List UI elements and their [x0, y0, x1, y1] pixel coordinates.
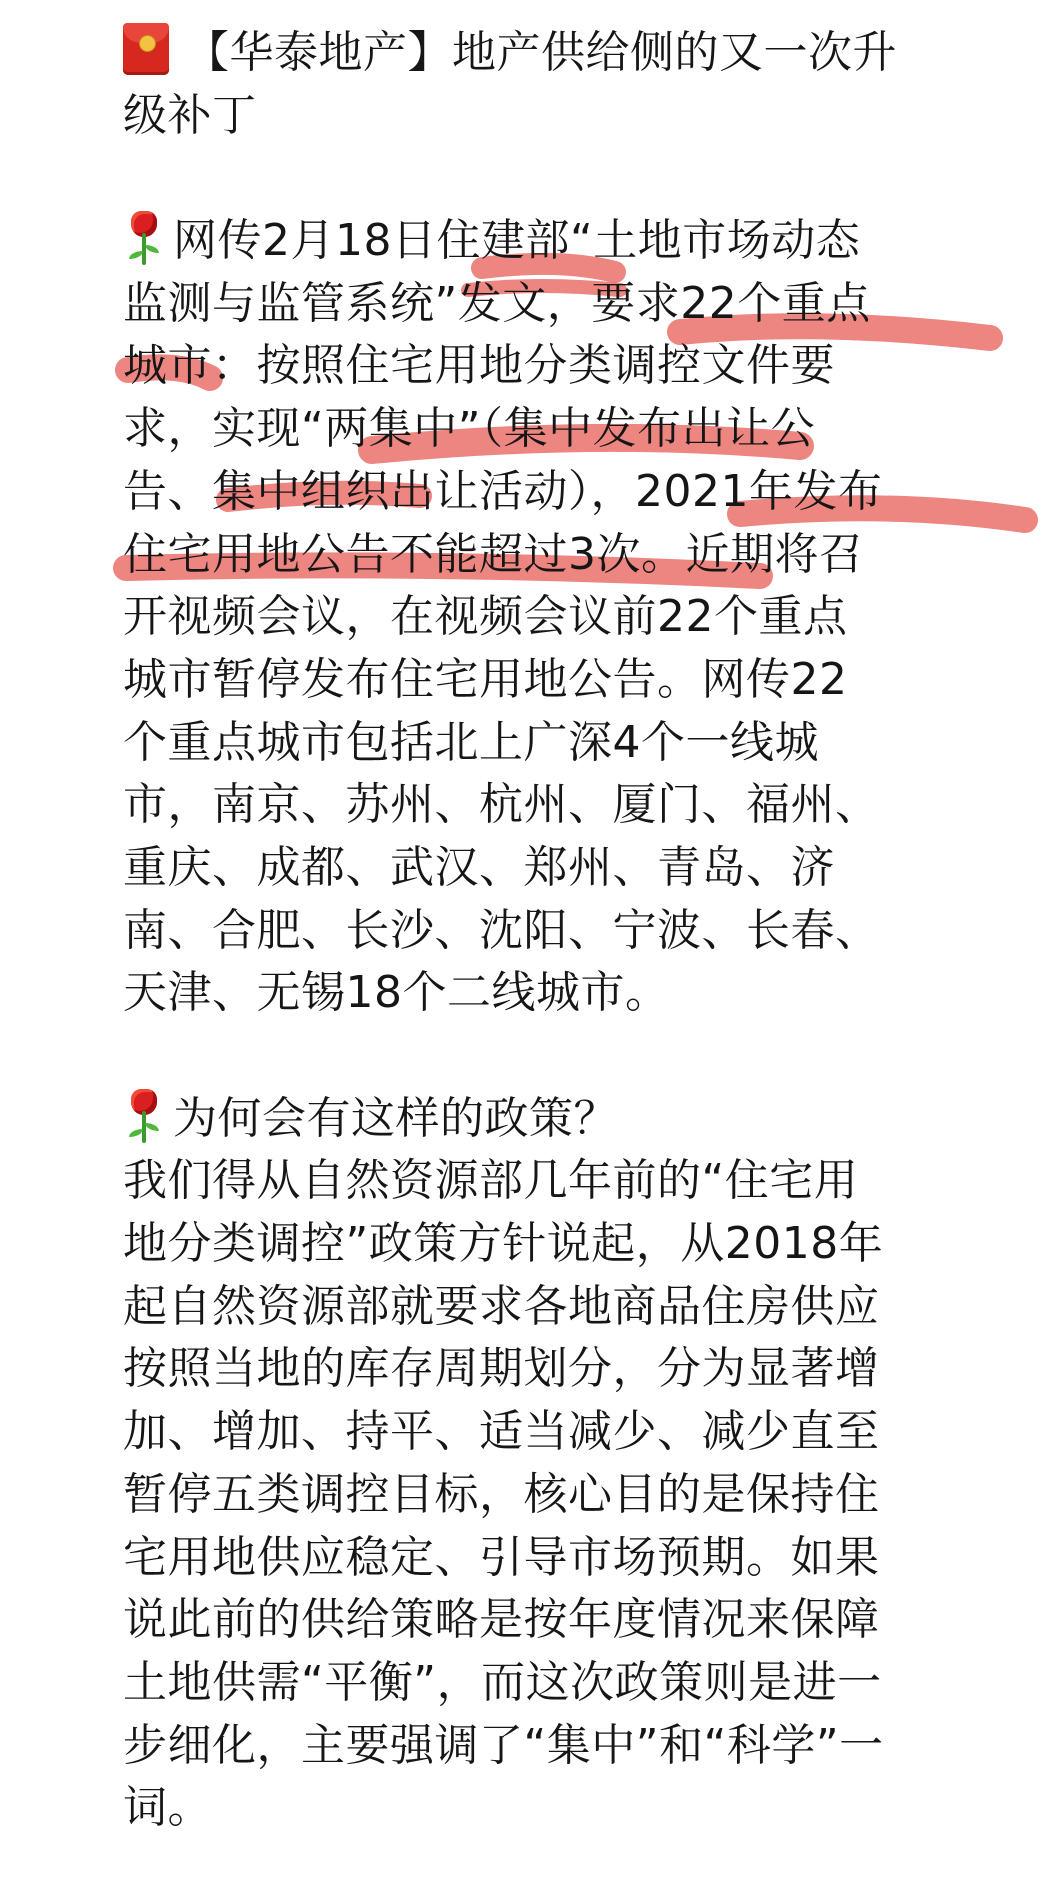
section2-line-3: 起自然资源部就要求各地商品住房供应: [123, 1280, 880, 1332]
section1-line-9: 个重点城市包括北上广深4个一线城: [123, 716, 819, 768]
section1-line-5: 告、集中组织出让活动），2021年发布: [123, 465, 883, 517]
section1-line-8: 城市暂停发布住宅用地公告。网传22: [123, 653, 848, 705]
spacer: [123, 147, 1023, 210]
section2-line-9: 土地供需“平衡”，而这次政策则是进一: [123, 1656, 882, 1708]
section2-line-6: 暂停五类调控目标，核心目的是保持住: [123, 1468, 880, 1520]
section2-line-5: 加、增加、持平、适当减少、减少直至: [123, 1406, 880, 1458]
title-line-1: [123, 22, 1023, 85]
section1-line-4: 求，实现“两集中”（集中发布出让公: [123, 403, 816, 455]
section1-line-3: 城市：按照住宅用地分类调控文件要: [123, 340, 835, 392]
section2-line-11: 词。: [123, 1782, 212, 1834]
section1-line-7: 开视频会议，在视频会议前22个重点: [123, 591, 848, 643]
red-envelope-icon: [123, 23, 169, 75]
section2-heading-text: 为何会有这样的政策？: [173, 1092, 618, 1144]
article-text: [123, 22, 1023, 1840]
section2-line-1: 我们得从自然资源部几年前的“住宅用: [123, 1155, 859, 1207]
rose-icon: [123, 211, 165, 265]
section1-line-10: 市，南京、苏州、杭州、厦门、福州、: [123, 779, 880, 831]
spacer: [123, 1025, 1023, 1088]
section2-line-2: 地分类调控”政策方针说起，从2018年: [123, 1218, 884, 1270]
section2-line-4: 按照当地的库存周期划分，分为显著增: [123, 1343, 880, 1395]
section1-line-2: 监测与监管系统”发文，要求22个重点: [123, 277, 871, 329]
section1-line-13: 天津、无锡18个二线城市。: [123, 967, 670, 1019]
title-line-2: 级补丁: [123, 89, 257, 141]
section2-line-7: 宅用地供应稳定、引导市场预期。如果: [123, 1531, 880, 1583]
section1-line-6: 住宅用地公告不能超过3次。近期将召: [123, 528, 864, 580]
rose-icon: [123, 1089, 165, 1143]
section2-line-8: 说此前的供给策略是按年度情况来保障: [123, 1594, 880, 1646]
section1-line-12: 南、合肥、长沙、沈阳、宁波、长春、: [123, 904, 880, 956]
section2-heading: [123, 1088, 1023, 1151]
section1-text-1: 网传2月18日住建部“土地市场动态: [173, 215, 861, 267]
section1-line-1: [123, 210, 1023, 273]
section1-line-11: 重庆、成都、武汉、郑州、青岛、济: [123, 841, 835, 893]
section2-line-10: 步细化，主要强调了“集中”和“科学”一: [123, 1719, 884, 1771]
title-text-1: 【华泰地产】地产供给侧的又一次升: [185, 27, 897, 78]
